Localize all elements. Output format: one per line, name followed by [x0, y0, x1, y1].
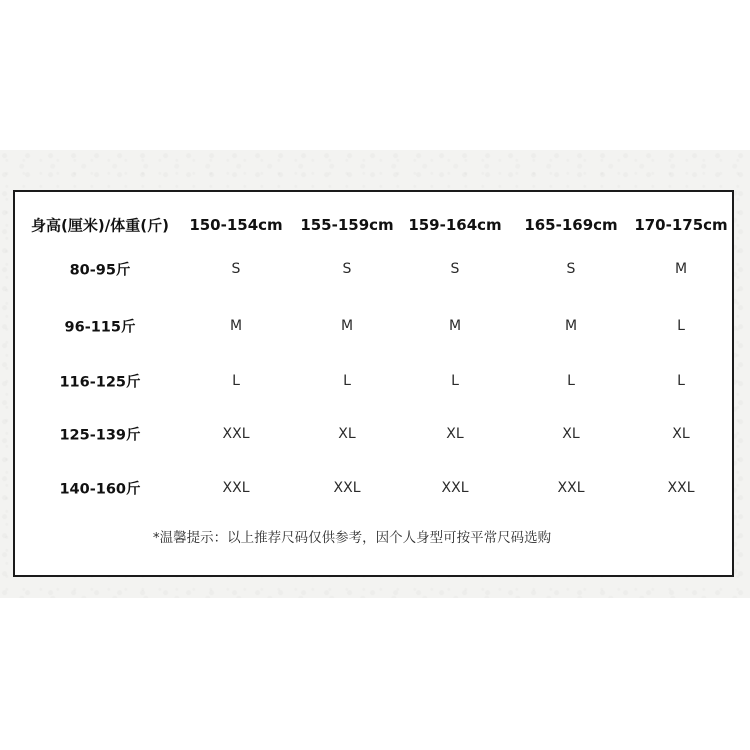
size-cell: XXL [333, 480, 361, 496]
size-cell: XXL [222, 480, 250, 496]
size-cell: XL [338, 426, 356, 442]
size-cell: L [677, 373, 685, 389]
row-header-weight: 116-125斤 [59, 374, 141, 391]
size-cell: XXL [441, 480, 469, 496]
size-cell: L [567, 373, 575, 389]
table-corner-header: 身高(厘米)/体重(斤) [31, 216, 169, 235]
size-cell: M [674, 261, 688, 277]
column-header-height: 159-164cm [408, 216, 502, 234]
size-cell: S [566, 261, 576, 277]
size-cell: XL [562, 426, 580, 442]
size-cell: XL [446, 426, 464, 442]
column-header-height: 150-154cm [189, 216, 283, 234]
column-header-height: 170-175cm [634, 216, 728, 234]
size-cell: M [340, 318, 354, 334]
size-cell: L [343, 373, 351, 389]
row-header-weight: 80-95斤 [69, 262, 131, 279]
size-cell: L [232, 373, 240, 389]
size-cell: L [677, 318, 685, 334]
size-cell: XXL [667, 480, 695, 496]
row-header-weight: 125-139斤 [59, 427, 141, 444]
size-cell: S [342, 261, 352, 277]
size-cell: L [451, 373, 459, 389]
row-header-weight: 140-160斤 [59, 481, 141, 498]
row-header-weight: 96-115斤 [64, 319, 136, 336]
size-cell: S [450, 261, 460, 277]
size-tip-note: *温馨提示：以上推荐尺码仅供参考，因个人身型可按平常尺码选购 [152, 530, 552, 546]
size-cell: XXL [557, 480, 585, 496]
column-header-height: 165-169cm [524, 216, 618, 234]
size-cell: M [564, 318, 578, 334]
size-cell: XXL [222, 426, 250, 442]
column-header-height: 155-159cm [300, 216, 394, 234]
size-cell: XL [672, 426, 690, 442]
size-cell: M [448, 318, 462, 334]
size-cell: S [231, 261, 241, 277]
size-cell: M [229, 318, 243, 334]
